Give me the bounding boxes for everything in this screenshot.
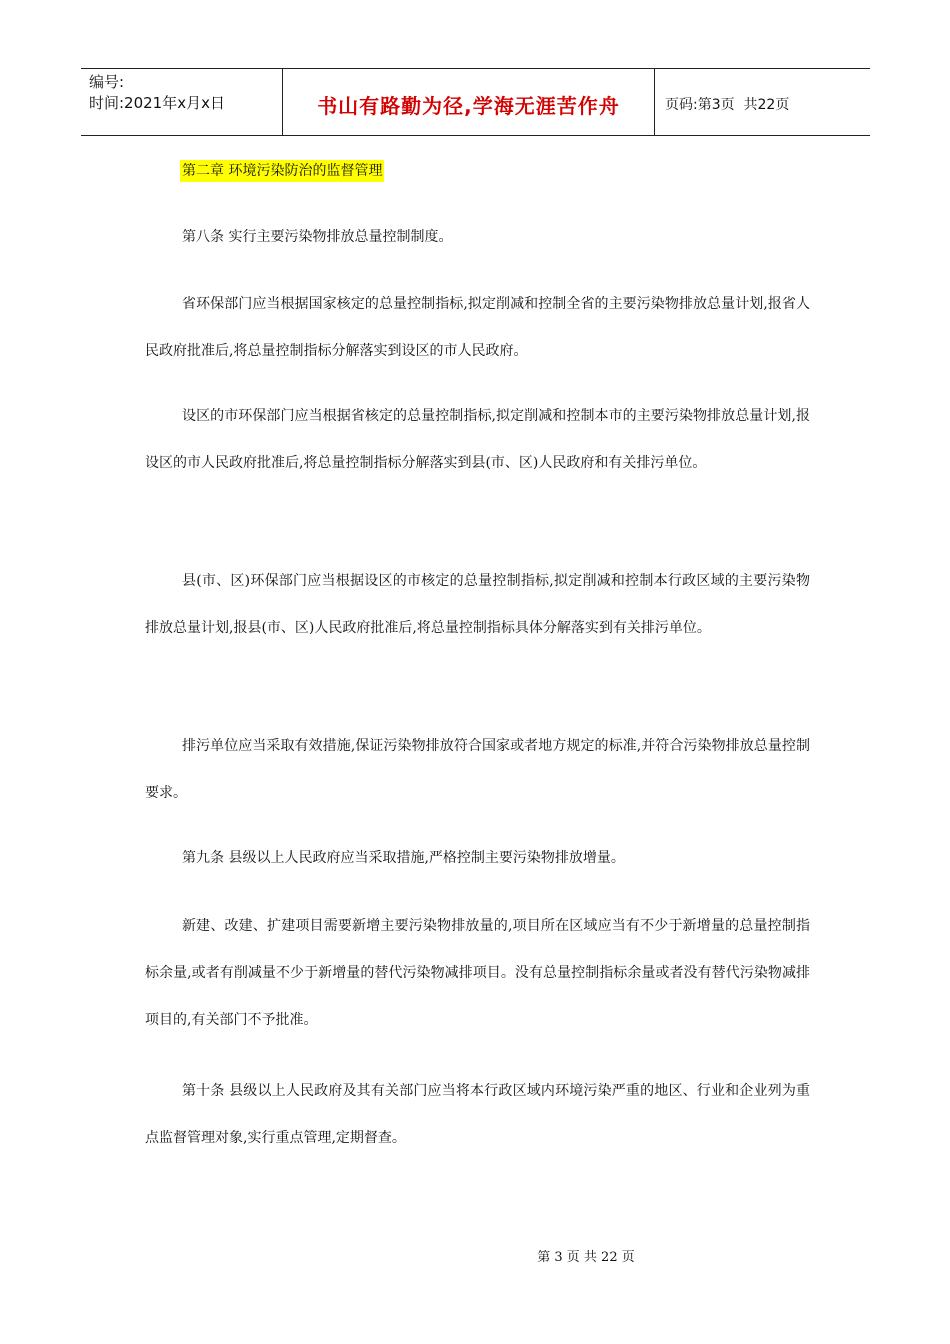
page-footer: [0, 1246, 950, 1265]
paragraph-county-quota: 县(市、区)环保部门应当根据设区的市核定的总量控制指标,拟定削减和控制本行政区域的主要污染物排放总量计划,报县(市、区)人民政府批准后,将总量控制指标具体分解落实到有关排污单位。: [145, 573, 810, 636]
document-time-label: 时间:2021年x月x日: [89, 94, 225, 112]
header-motto: 书山有路勤为径,学海无涯苦作舟: [283, 69, 655, 135]
page-header: [81, 68, 870, 136]
document-number-label: 编号:: [89, 73, 125, 91]
chapter-title: 第二章 环境污染防治的监督管理: [180, 160, 384, 182]
paragraph-new-projects: 新建、改建、扩建项目需要新增主要污染物排放量的,项目所在区域应当有不少于新增量的总量控制指标余量,或者有削减量不少于新增量的替代污染物减排项目。没有总量控制指标余量或者没有替代污染物减排项目的,有关部门不予批准。: [145, 918, 810, 1028]
paragraph-polluter-duty: 排污单位应当采取有效措施,保证污染物排放符合国家或者地方规定的标准,并符合污染物排放总量控制要求。: [145, 738, 810, 801]
paragraph-article-9: 第九条 县级以上人民政府应当采取措施,严格控制主要污染物排放增量。: [182, 850, 625, 866]
paragraph-article-8: 第八条 实行主要污染物排放总量控制制度。: [182, 229, 453, 245]
footer-page-number: 第 3 页 共 22 页: [537, 1250, 635, 1265]
paragraph-city-quota: 设区的市环保部门应当根据省核定的总量控制指标,拟定削减和控制本市的主要污染物排放总量计划,报设区的市人民政府批准后,将总量控制指标分解落实到县(市、区)人民政府和有关排污单位。: [145, 408, 810, 471]
paragraph-province-quota: 省环保部门应当根据国家核定的总量控制指标,拟定削减和控制全省的主要污染物排放总量计划,报省人民政府批准后,将总量控制指标分解落实到设区的市人民政府。: [145, 296, 810, 359]
header-meta: [81, 69, 283, 135]
header-page-info: 页码:第3页 共22页: [665, 97, 790, 113]
paragraph-article-10: 第十条 县级以上人民政府及其有关部门应当将本行政区域内环境污染严重的地区、行业和企业列为重点监督管理对象,实行重点管理,定期督查。: [145, 1083, 810, 1146]
